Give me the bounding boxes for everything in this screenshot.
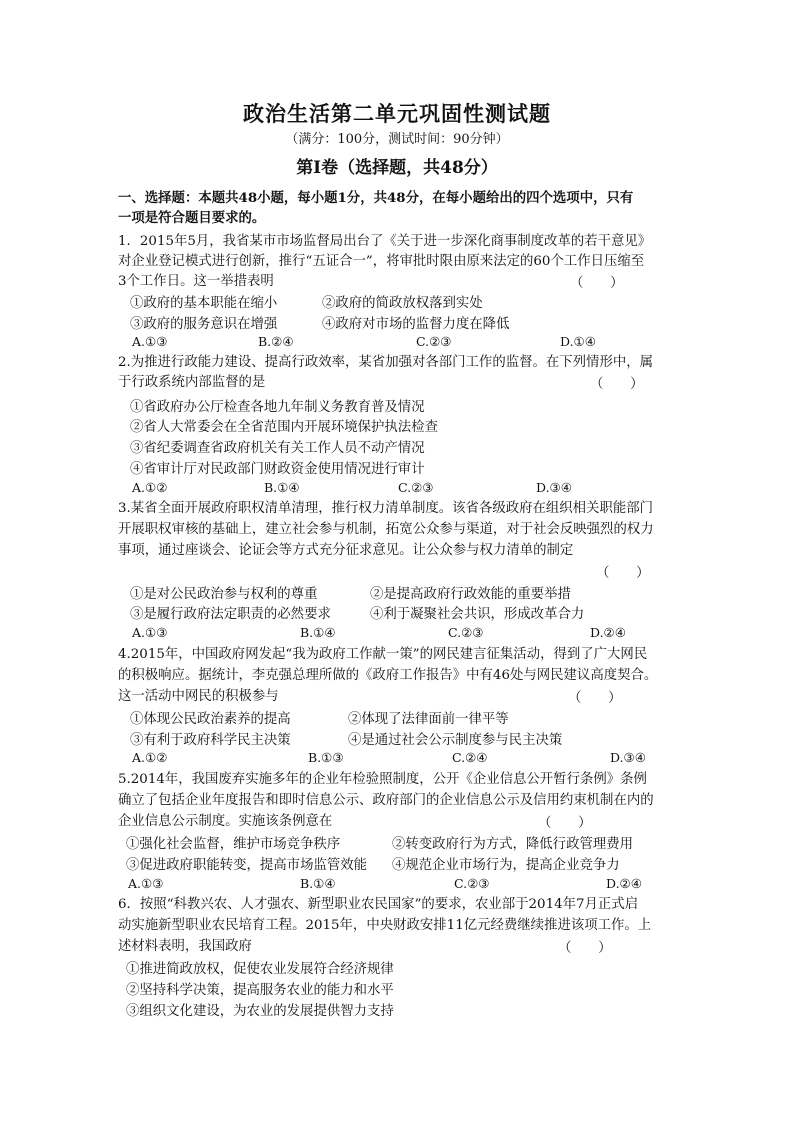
question-2-text: 于行政系统内部监督的是 — [118, 375, 266, 390]
option-2: ②坚持科学决策，提高服务农业的能力和水平 — [126, 983, 394, 998]
option-4: ④利于凝聚社会共识，形成改革合力 — [370, 607, 585, 622]
question-3-text: 3.某省全面开展政府职权清单清理，推行权力清单制度。该省各级政府在组织相关职能部门 — [118, 501, 654, 516]
option-2: ②政府的简政放权落到实处 — [322, 296, 483, 311]
option-3: ③政府的服务意识在增强 — [130, 317, 278, 332]
instructions-line: 一、选择题：本题共48小题，每小题1分，共48分，在每小题给出的四个选项中，只有 — [118, 190, 634, 206]
option-3: ③是履行政府法定职责的必然要求 — [130, 607, 331, 622]
question-6-text: 6．按照“科教兴农、人才强农、新型职业农民国家”的要求，农业部于2014年7月正式启 — [118, 897, 639, 912]
question-4-text: 4.2015年，中国政府网发起“我为政府工作献一策”的网民建言征集活动，得到了广大网民 — [118, 647, 648, 662]
question-1-text: 3个工作日。这一举措表明 — [118, 274, 274, 289]
option-1: ①体现公民政治素养的提高 — [130, 712, 291, 727]
question-3-text: 开展职权审核的基础上，建立社会参与机制，拓宽公众参与渠道，对于社会反映强烈的权力 — [118, 522, 654, 537]
option-4: ④政府对市场的监督力度在降低 — [322, 317, 510, 332]
answer-paren: （ ） — [596, 566, 650, 581]
option-2: ②是提高政府行政效能的重要举措 — [370, 587, 571, 602]
question-5-text: 确立了包括企业年度报告和即时信息公示、政府部门的企业信息公示及信用约束机制在内的 — [118, 793, 654, 808]
answer-paren: （ ） — [568, 691, 622, 706]
option-4: ④是通过社会公示制度参与民主决策 — [348, 733, 563, 748]
choice-d: D.②④ — [590, 625, 626, 640]
answer-paren: （ ） — [570, 276, 624, 291]
option-3: ③有利于政府科学民主决策 — [130, 733, 291, 748]
option-4: ④规范企业市场行为，提高企业竞争力 — [392, 858, 620, 873]
choice-b: B.①④ — [300, 625, 336, 640]
choice-c: C.②③ — [416, 334, 452, 349]
question-4-text: 这一活动中网民的积极参与 — [118, 689, 279, 704]
option-1: ①是对公民政治参与权利的尊重 — [130, 587, 318, 602]
option-3: ③省纪委调查省政府机关有关工作人员不动产情况 — [130, 441, 425, 456]
choice-b: B.①③ — [308, 750, 344, 765]
choice-c: C.②④ — [452, 750, 488, 765]
choice-c: C.②③ — [398, 480, 434, 495]
question-3-text: 事项，通过座谈会、论证会等方式充分征求意见。让公众参与权力清单的制定 — [118, 543, 574, 558]
choice-b: B.①④ — [264, 480, 300, 495]
option-2: ②转变政府行为方式，降低行政管理费用 — [392, 837, 634, 852]
choice-a: A.①② — [132, 750, 168, 765]
answer-paren: （ ） — [590, 377, 644, 392]
instructions-line: 一项是符合题目要求的。 — [118, 210, 266, 226]
option-1: ①强化社会监督，维护市场竞争秩序 — [126, 837, 341, 852]
choice-c: C.②③ — [454, 876, 490, 891]
page-title: 政治生活第二单元巩固性测试题 — [243, 101, 551, 126]
question-1-text: 对企业登记模式进行创新，推行“五证合一”，将审批时限由原来法定的60个工作日压缩至 — [118, 254, 645, 269]
answer-paren: （ ） — [558, 941, 612, 956]
choice-d: D.②④ — [606, 876, 642, 891]
question-5-text: 5.2014年，我国废弃实施多年的企业年检验照制度，公开《企业信息公开暂行条例》条例 — [118, 772, 647, 787]
choice-d: D.①④ — [560, 334, 596, 349]
question-5-text: 企业信息公示制度。实施该条例意在 — [118, 814, 333, 829]
option-2: ②省人大常委会在全省范围内开展环境保护执法检查 — [130, 420, 438, 435]
exam-subtitle: （满分：100分，测试时间：90分钟） — [285, 132, 509, 147]
choice-a: A.①③ — [132, 625, 168, 640]
question-1-text: 1．2015年5月，我省某市市场监督局出台了《关于进一步深化商事制度改革的若干意见》 — [118, 234, 652, 249]
choice-b: B.②④ — [258, 334, 294, 349]
question-2-text: 2.为推进行政能力建设、提高行政效率，某省加强对各部门工作的监督。在下列情形中，属 — [118, 355, 654, 370]
option-2: ②体现了法律面前一律平等 — [348, 712, 509, 727]
choice-a: A.①③ — [128, 876, 164, 891]
answer-paren: （ ） — [538, 816, 592, 831]
option-1: ①政府的基本职能在缩小 — [130, 296, 278, 311]
choice-a: A.①② — [132, 480, 168, 495]
choice-a: A.①③ — [132, 334, 168, 349]
section-title: 第Ⅰ卷（选择题，共48分） — [296, 158, 498, 178]
question-6-text: 动实施新型职业农民培育工程。2015年，中央财政安排11亿元经费继续推进该项工作。上 — [118, 918, 652, 933]
option-1: ①省政府办公厅检查各地九年制义务教育普及情况 — [130, 400, 425, 415]
option-3: ③促进政府职能转变，提高市场监管效能 — [126, 858, 368, 873]
question-6-text: 述材料表明，我国政府 — [118, 939, 252, 954]
option-3: ③组织文化建设，为农业的发展提供智力支持 — [126, 1004, 394, 1019]
question-4-text: 的积极响应。据统计，李克强总理所做的《政府工作报告》中有46处与网民建议高度契合。 — [118, 668, 658, 683]
choice-d: D.③④ — [610, 750, 646, 765]
choice-c: C.②③ — [448, 625, 484, 640]
choice-d: D.③④ — [536, 480, 572, 495]
option-4: ④省审计厅对民政部门财政资金使用情况进行审计 — [130, 462, 425, 477]
option-1: ①推进简政放权，促使农业发展符合经济规律 — [126, 962, 394, 977]
choice-b: B.①④ — [300, 876, 336, 891]
